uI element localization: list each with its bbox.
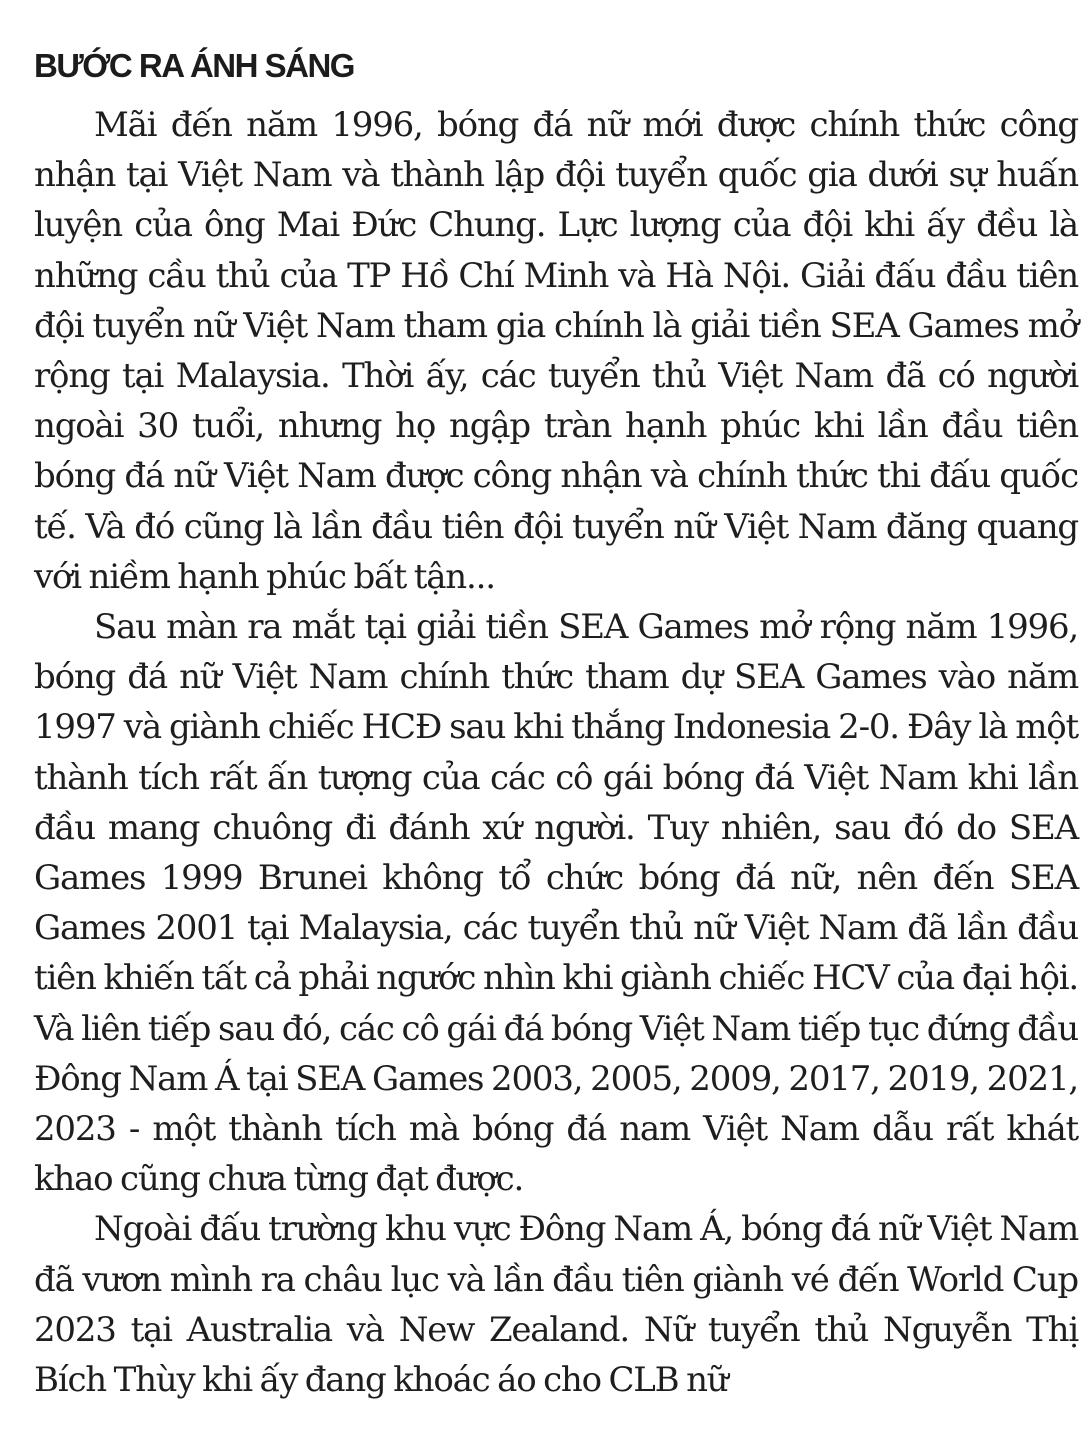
paragraph: Ngoài đấu trường khu vực Đông Nam Á, bóng đá nữ Việt Nam đã vươn mình ra châu lục và lần đầu tiên giành vé đến World Cup 2023 tại Australia và New Zealand. Nữ tuyển thủ Nguyễn Thị Bích Thùy khi ấy đang khoác áo cho CLB nữ <box>34 1209 1078 1401</box>
section-heading: BƯỚC RA ÁNH SÁNG <box>34 47 354 84</box>
paragraph: Mãi đến năm 1996, bóng đá nữ mới được chính thức công nhận tại Việt Nam và thành lập đội tuyển quốc gia dưới sự huấn luyện của ông Mai Đức Chung. Lực lượng của đội khi ấy đều là những cầu thủ của TP Hồ Chí Minh và Hà Nội. Giải đấu đầu tiên đội tuyển nữ Việt Nam tham gia chính là giải tiền SEA Games mở rộng tại Malaysia. Thời ấy, các tuyển thủ Việt Nam đã có người ngoài 30 tuổi, nhưng họ ngập tràn hạnh phúc khi lần đầu tiên bóng đá nữ Việt Nam được công nhận và chính thức thi đấu quốc tế. Và đó cũng là lần đầu tiên đội tuyển nữ Việt Nam đăng quang với niềm hạnh phúc bất tận... <box>34 105 1078 597</box>
paragraph: Sau màn ra mắt tại giải tiền SEA Games mở rộng năm 1996, bóng đá nữ Việt Nam chính thức tham dự SEA Games vào năm 1997 và giành chiếc HCĐ sau khi thắng Indonesia 2-0. Đây là một thành tích rất ấn tượng của các cô gái bóng đá Việt Nam khi lần đầu mang chuông đi đánh xứ người. Tuy nhiên, sau đó do SEA Games 1999 Brunei không tổ chức bóng đá nữ, nên đến SEA Games 2001 tại Malaysia, các tuyển thủ nữ Việt Nam đã lần đầu tiên khiến tất cả phải ngước nhìn khi giành chiếc HCV của đại hội. Và liên tiếp sau đó, các cô gái đá bóng Việt Nam tiếp tục đứng đầu Đông Nam Á tại SEA Games 2003, 2005, 2009, 2017, 2019, 2021, 2023 - một thành tích mà bóng đá nam Việt Nam dẫu rất khát khao cũng chưa từng đạt được. <box>34 607 1078 1200</box>
article <box>34 36 1078 1405</box>
